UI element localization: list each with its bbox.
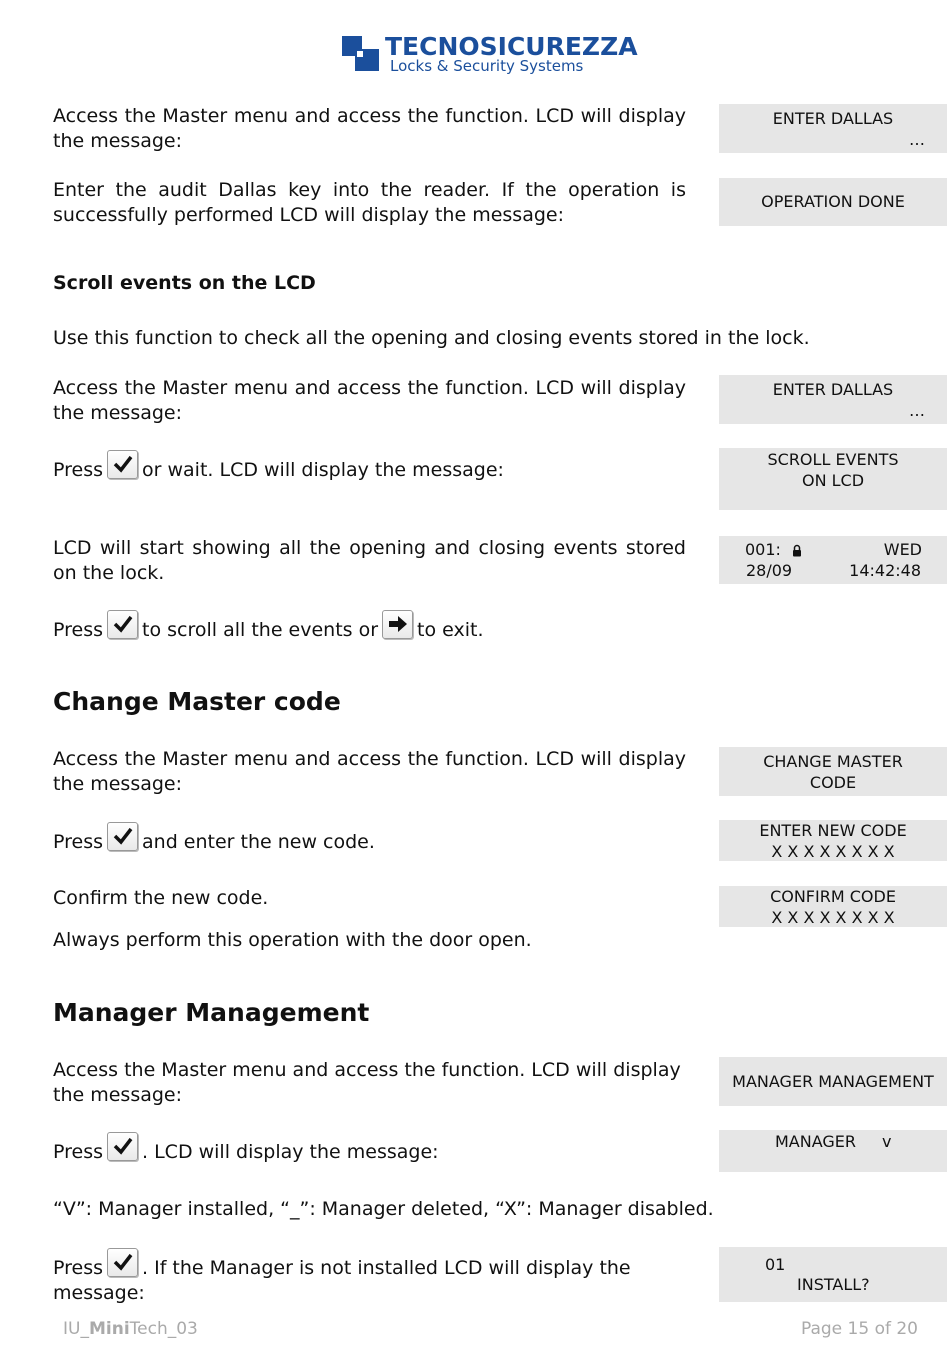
confirm-key-icon (107, 610, 138, 639)
section-heading-manager-management: Manager Management (53, 998, 370, 1027)
lcd-line: ENTER DALLAS (772, 109, 894, 128)
lcd-line: ENTER DALLAS (772, 380, 894, 399)
text-press: Press (53, 1141, 104, 1163)
lcd-manager-management (719, 1057, 947, 1106)
text-rest: . If the Manager is not installed LCD will display the message: (53, 1257, 631, 1304)
lcd-line: X X X X X X X X (771, 842, 895, 861)
text-press: Press (53, 459, 104, 481)
lcd-scroll-events (719, 448, 947, 510)
paragraph-door-open-note: Always perform this operation with the door open. (53, 929, 532, 951)
text-mid: to scroll all the events or (142, 619, 379, 641)
text-rest: . LCD will display the message: (142, 1141, 439, 1163)
lcd-line: OPERATION DONE (761, 192, 905, 211)
text-rest: or wait. LCD will display the message: (142, 459, 504, 481)
paragraph-lcd-showing-events: LCD will start showing all the opening and closing events stored on the lock. (53, 537, 686, 584)
lcd-manager-number: 01 (765, 1255, 786, 1274)
lcd-line: ON LCD (801, 471, 865, 490)
doc-code-prefix: IU_ (63, 1319, 89, 1339)
logo-mark-icon (342, 36, 380, 72)
lcd-event-date: 28/09 (746, 561, 793, 580)
lcd-manager-label: MANAGER (775, 1132, 857, 1151)
paragraph-access-master-1: Access the Master menu and access the function. LCD will display the message: (53, 105, 686, 152)
doc-code-bold: Mini (88, 1319, 130, 1339)
lcd-enter-new-code (719, 820, 947, 861)
lcd-line: CHANGE MASTER (763, 752, 903, 771)
lcd-manager-status (719, 1130, 947, 1172)
paragraph-manager-legend: “V”: Manager installed, “_”: Manager deleted, “X”: Manager disabled. (53, 1198, 714, 1220)
section-heading-scroll-events: Scroll events on the LCD (53, 272, 316, 294)
lcd-event-day: WED (883, 540, 922, 559)
lcd-event-time: 14:42:48 (849, 561, 921, 580)
confirm-key-icon (107, 1132, 138, 1161)
lcd-line: X X X X X X X X (771, 908, 895, 927)
lcd-line: … (909, 401, 925, 420)
paragraph-access-master-2: Access the Master menu and access the function. LCD will display the message: (53, 377, 686, 424)
lcd-confirm-code (719, 886, 947, 927)
paragraph-press-manager (53, 1132, 693, 1165)
lcd-operation-done (719, 178, 947, 226)
lcd-enter-dallas-1 (719, 104, 947, 153)
lcd-change-master-code (719, 747, 947, 796)
text-press: Press (53, 619, 104, 641)
lcd-manager-state: v (882, 1132, 892, 1151)
footer-doc-code (63, 1319, 198, 1339)
text-press: Press (53, 831, 104, 853)
lcd-event-number: 001: (745, 540, 781, 559)
brand-name: TECNOSICUREZZA (385, 32, 638, 61)
text-end: to exit. (417, 619, 484, 641)
lcd-event-record (719, 536, 947, 584)
lcd-line: CODE (809, 773, 857, 792)
lcd-install-prompt: INSTALL? (797, 1275, 870, 1294)
lcd-line: CONFIRM CODE (770, 887, 896, 906)
paragraph-press-or-wait (53, 450, 693, 483)
lcd-line: … (909, 130, 925, 149)
confirm-key-icon (107, 450, 138, 479)
paragraph-press-scroll-exit (53, 610, 693, 643)
confirm-key-icon (107, 1248, 138, 1277)
lcd-line: MANAGER MANAGEMENT (732, 1072, 934, 1091)
confirm-key-icon (107, 822, 138, 851)
brand-tagline: Locks & Security Systems (390, 57, 584, 75)
paragraph-press-enter-code (53, 822, 693, 855)
text-press: Press (53, 1257, 104, 1279)
paragraph-press-install (53, 1248, 653, 1306)
paragraph-confirm-code: Confirm the new code. (53, 887, 269, 909)
exit-key-icon (382, 610, 413, 639)
footer-page-number: Page 15 of 20 (800, 1319, 918, 1339)
paragraph-enter-audit-dallas: Enter the audit Dallas key into the reader. If the operation is successfully performed LCD will display the message: (53, 179, 686, 226)
section-heading-change-master: Change Master code (53, 687, 341, 716)
lcd-line: ENTER NEW CODE (759, 821, 907, 840)
text-rest: and enter the new code. (142, 831, 375, 853)
paragraph-access-master-3: Access the Master menu and access the function. LCD will display the message: (53, 748, 686, 795)
paragraph-access-master-4: Access the Master menu and access the function. LCD will display the message: (53, 1059, 681, 1106)
lcd-install (719, 1247, 947, 1302)
paragraph-scroll-description: Use this function to check all the opening and closing events stored in the lock. (53, 327, 810, 349)
lcd-enter-dallas-2 (719, 375, 947, 424)
padlock-icon (792, 544, 802, 557)
lcd-line: SCROLL EVENTS (767, 450, 899, 469)
doc-code-suffix: Tech_03 (129, 1319, 198, 1339)
